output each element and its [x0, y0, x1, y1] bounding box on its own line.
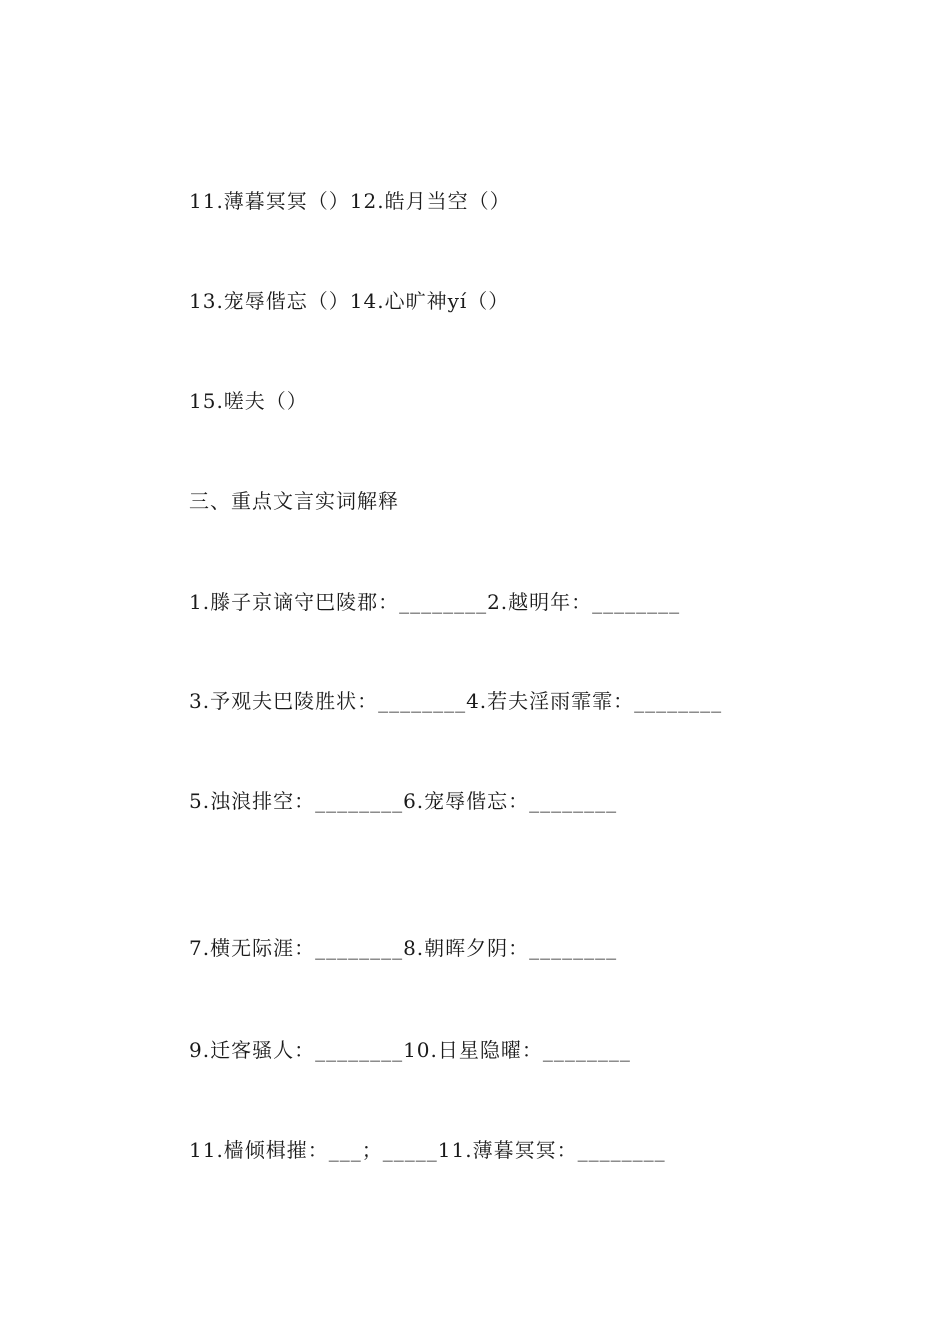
section-heading: 三、重点文言实词解释 — [189, 489, 399, 513]
definition-line-9-10: 9.迁客骚人：________10.日星隐曜：________ — [189, 1038, 631, 1062]
pinyin-question-line-15: 15.嗟夫（） — [189, 389, 308, 413]
definition-line-7-8: 7.横无际涯：________8.朝晖夕阴：________ — [189, 936, 618, 960]
pinyin-question-line-11-12: 11.薄暮冥冥（）12.皓月当空（） — [189, 189, 511, 213]
definition-line-3-4: 3.予观夫巴陵胜状：________4.若夫淫雨霏霏：________ — [189, 689, 723, 713]
definition-line-1-2: 1.滕子京谪守巴陵郡：________2.越明年：________ — [189, 590, 681, 614]
definition-line-11: 11.樯倾楫摧：___；_____11.薄暮冥冥：________ — [189, 1138, 666, 1162]
definition-line-5-6: 5.浊浪排空：________6.宠辱偕忘：________ — [189, 789, 618, 813]
pinyin-question-line-13-14: 13.宠辱偕忘（）14.心旷神yí（） — [189, 289, 510, 313]
